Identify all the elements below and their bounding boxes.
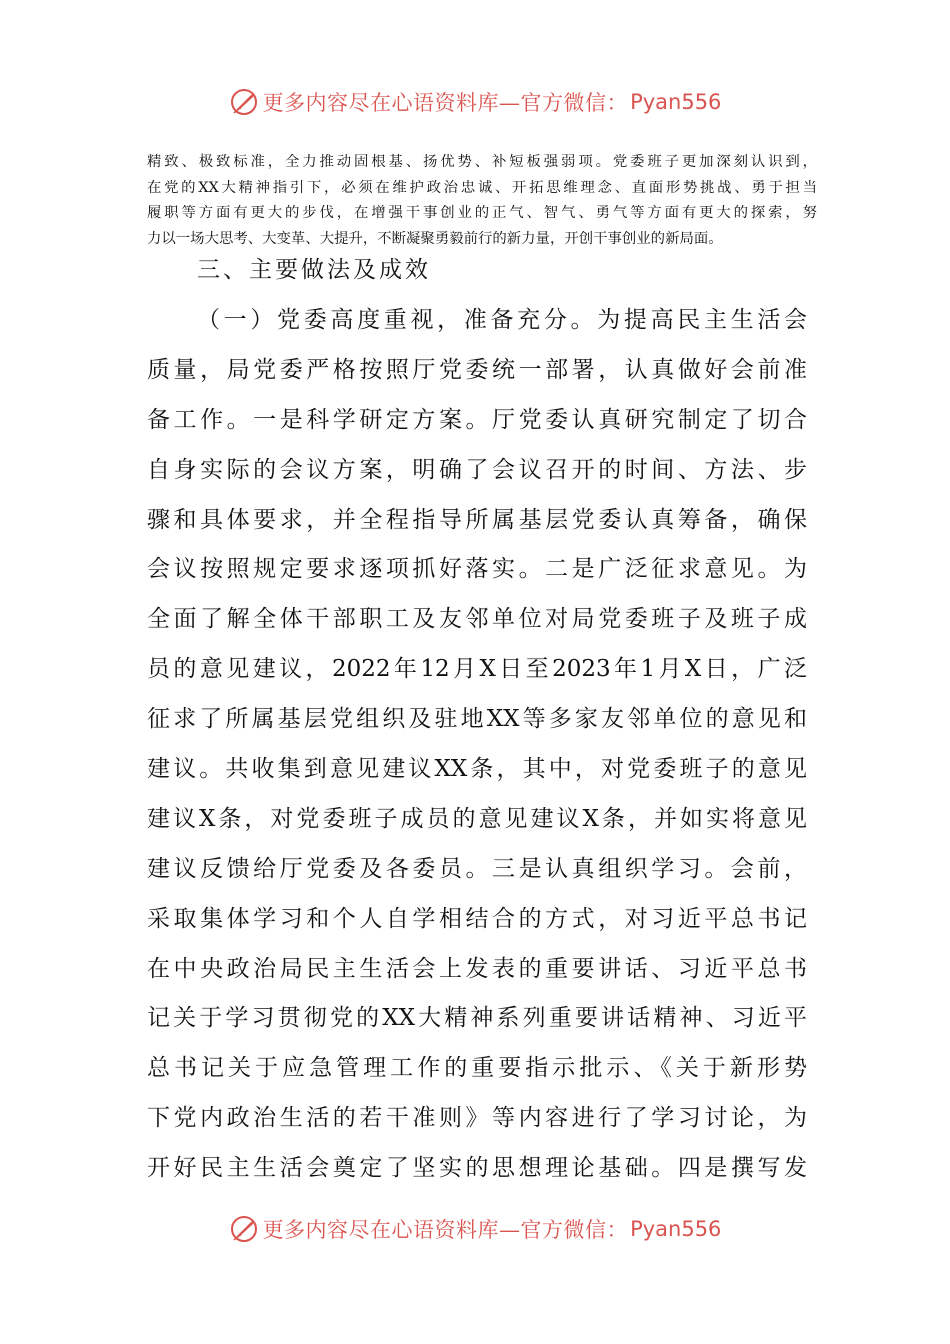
banner-text: 更多内容尽在心语资料库—官方微信： (262, 91, 629, 115)
body-line: 建议。共收集到意见建议XX条，其中，对党委班子的意见 (147, 756, 807, 783)
body-line: 骤和具体要求，并全程指导所属基层党委认真筹备，确保 (147, 506, 807, 533)
footer-banner (0, 1209, 950, 1249)
body-line: 总书记关于应急管理工作的重要指示批示、《关于新形势 (147, 1055, 807, 1082)
body-line: 开好民主生活会奠定了坚实的思想理论基础。四是撰写发 (147, 1155, 807, 1182)
body-line: 质量，局党委严格按照厅党委统一部署，认真做好会前准 (147, 356, 807, 383)
body-line: 自身实际的会议方案，明确了会议召开的时间、方法、步 (147, 456, 807, 483)
intro-line: 精致、极致标准，全力推动固根基、扬优势、补短板强弱项。党委班子更加深刻认识到， (147, 154, 817, 170)
body-paragraph (147, 296, 807, 1194)
wechat-id: Pyan556 (630, 1217, 722, 1241)
intro-line: 力以一场大思考、大变革、大提升，不断凝聚勇毅前行的新力量，开创干事创业的新局面。 (147, 230, 723, 247)
body-line: 建议反馈给厅党委及各委员。三是认真组织学习。会前， (147, 855, 807, 882)
body-line: 员的意见建议，2022年12月X日至2023年1月X日，广泛 (147, 656, 807, 683)
intro-line: 履职等方面有更大的步伐，在增强干事创业的正气、智气、勇气等方面有更大的探索，努 (147, 205, 817, 221)
body-line: 采取集体学习和个人自学相结合的方式，对习近平总书记 (147, 905, 807, 932)
banner-text: 更多内容尽在心语资料库—官方微信： (262, 1218, 629, 1242)
body-line: 在中央政治局民主生活会上发表的重要讲话、习近平总书 (147, 955, 807, 982)
intro-paragraph (147, 150, 817, 252)
body-line: 建议X条，对党委班子成员的意见建议X条，并如实将意见 (147, 805, 807, 832)
wechat-id: Pyan556 (630, 90, 722, 114)
quill-pen-icon (229, 1214, 259, 1244)
body-line: 下党内政治生活的若干准则》等内容进行了学习讨论，为 (147, 1105, 807, 1132)
quill-pen-icon (229, 87, 259, 117)
section-heading: 三、主要做法及成效 (197, 257, 431, 283)
body-line: 征求了所属基层党组织及驻地XX等多家友邻单位的意见和 (147, 706, 807, 733)
body-line: 全面了解全体干部职工及友邻单位对局党委班子及班子成 (147, 606, 807, 633)
header-banner (0, 82, 950, 122)
body-line: 备工作。一是科学研定方案。厅党委认真研究制定了切合 (147, 406, 807, 433)
body-line: 记关于学习贯彻党的XX大精神系列重要讲话精神、习近平 (147, 1005, 807, 1032)
body-line: 会议按照规定要求逐项抓好落实。二是广泛征求意见。为 (147, 556, 807, 583)
body-line: （一）党委高度重视，准备充分。为提高民主生活会 (197, 307, 807, 333)
intro-line: 在党的XX大精神指引下，必须在维护政治忠诚、开拓思维理念、直面形势挑战、勇于担当 (147, 179, 817, 196)
